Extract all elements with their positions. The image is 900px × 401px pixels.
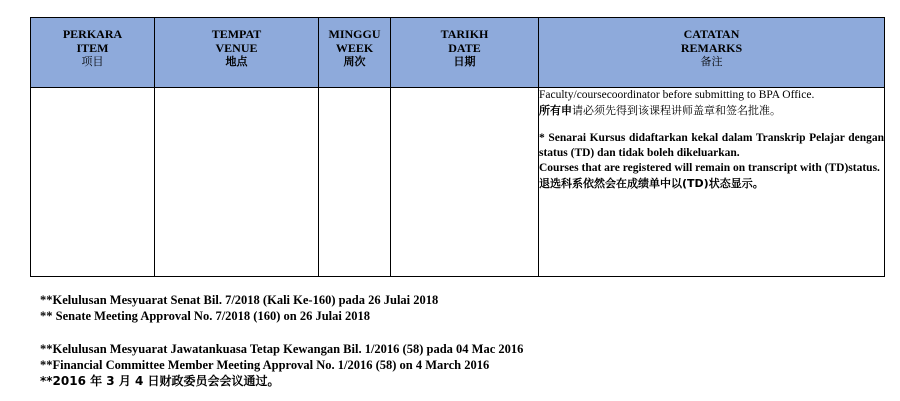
senate-approval-en: ** Senate Meeting Approval No. 7/2018 (160) on 26 Julai 2018 <box>40 309 370 323</box>
header-venue-en: VENUE <box>215 41 258 55</box>
remarks-line1: Faculty/coursecoordinator before submitting to BPA Office. <box>539 89 815 101</box>
course-form-table <box>30 17 885 277</box>
header-date-ms: TARIKH <box>440 27 489 41</box>
senate-approval-notes <box>40 292 438 324</box>
header-item <box>31 18 155 88</box>
finance-approval-en: **Financial Committee Member Meeting Approval No. 1/2016 (58) on 4 March 2016 <box>40 358 490 372</box>
remarks-spacer <box>539 119 884 131</box>
header-date-zh: 日期 <box>453 55 476 68</box>
header-date <box>391 18 539 88</box>
table-header-row <box>31 18 885 88</box>
header-week-en: WEEK <box>335 41 374 55</box>
header-remarks-ms: CATATAN <box>683 27 740 41</box>
header-week-ms: MINGGU <box>328 27 381 41</box>
senate-approval-ms: **Kelulusan Mesyuarat Senat Bil. 7/2018 (Kali Ke-160) pada 26 Julai 2018 <box>40 293 439 307</box>
remarks-zh1-rest: 请必须先得到该课程讲师盖章和签名批准。 <box>572 104 781 117</box>
remarks-zh1 <box>539 103 884 119</box>
header-remarks <box>539 18 885 88</box>
cell-venue <box>155 88 319 277</box>
remarks-zh1-bold: 所有申 <box>539 104 572 117</box>
header-remarks-zh: 备注 <box>700 55 723 68</box>
header-venue <box>155 18 319 88</box>
cell-item <box>31 88 155 277</box>
table-row <box>31 88 885 277</box>
header-item-ms: PERKARA <box>62 27 123 41</box>
header-item-en: ITEM <box>76 41 109 55</box>
header-week-zh: 周次 <box>343 55 366 68</box>
header-venue-ms: TEMPAT <box>211 27 262 41</box>
header-week <box>319 18 391 88</box>
header-venue-zh: 地点 <box>225 55 248 68</box>
header-date-en: DATE <box>448 41 481 55</box>
finance-approval-zh: **2016 年 3 月 4 日财政委员会会议通过。 <box>40 374 280 388</box>
remarks-ms-note: * Senarai Kursus didaftarkan kekal dalam Transkrip Pelajar dengan status (TD) dan tidak boleh dikeluarkan. <box>539 132 884 159</box>
cell-remarks <box>539 88 885 277</box>
header-item-zh: 项目 <box>81 55 104 68</box>
finance-approval-notes <box>40 341 523 389</box>
remarks-en-note: Courses that are registered will remain on transcript with (TD)status. <box>539 162 880 174</box>
cell-date <box>391 88 539 277</box>
cell-week <box>319 88 391 277</box>
remarks-zh2: 退选科系依然会在成绩单中以(TD)状态显示。 <box>539 177 764 190</box>
finance-approval-ms: **Kelulusan Mesyuarat Jawatankuasa Tetap Kewangan Bil. 1/2016 (58) pada 04 Mac 2016 <box>40 342 524 356</box>
header-remarks-en: REMARKS <box>680 41 743 55</box>
